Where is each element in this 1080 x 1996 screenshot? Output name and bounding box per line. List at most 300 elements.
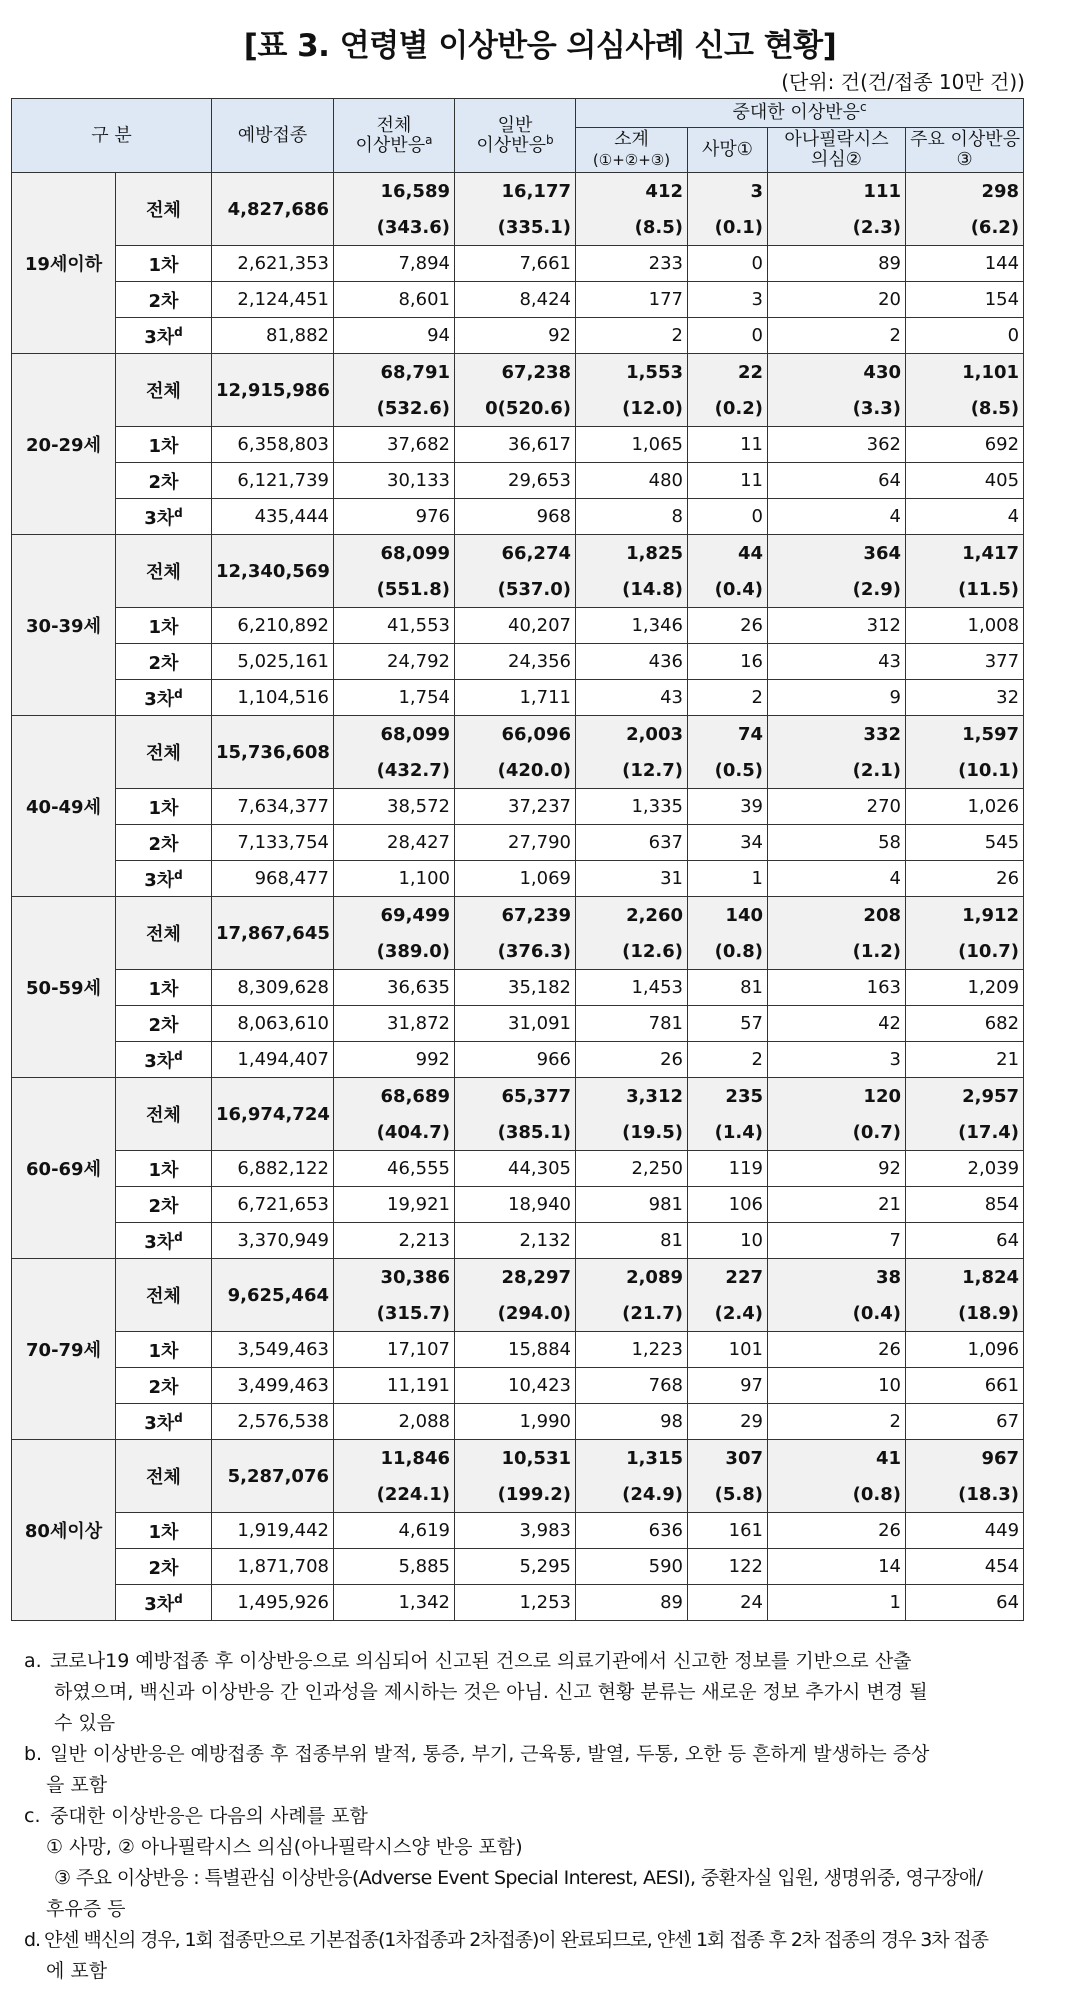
dose-label: 2차 [116,825,212,861]
gen-count: 37,237 [455,789,576,825]
total-ae-count: 30,386 [334,1259,455,1296]
major-count: 154 [906,282,1024,318]
table-row-dose [12,680,1024,716]
gen-count: 10,423 [455,1368,576,1404]
ae-count: 1,342 [334,1585,455,1621]
total-major-count: 298 [906,173,1024,210]
footnote-d-line2: 에 포함 [46,1960,108,1982]
total-death-count: 3 [688,173,768,210]
sub-count: 436 [576,644,688,680]
ae-count: 28,427 [334,825,455,861]
dose-label-total: 전체 [116,173,212,246]
total-gen-rate: (335.1) [455,209,576,246]
footnote-d: d. 얀센 백신의 경우, 1회 접종만으로 기본접종(1차접종과 2차접종)이 완료되므로, 얀센 1회 접종 후 2차 접종의 경우 3차 접종 [24,1929,988,1951]
total-ana-rate: (2.1) [768,752,906,789]
vaccination-count: 5,025,161 [212,644,334,680]
dose-label-total: 전체 [116,716,212,789]
total-ae-rate: (532.6) [334,390,455,427]
total-ana-rate: (1.2) [768,933,906,970]
death-count: 3 [688,282,768,318]
gen-count: 31,091 [455,1006,576,1042]
total-major-rate: (10.1) [906,752,1024,789]
unit-label: (단위: 건(건/접종 10만 건)) [781,70,1025,94]
footnote-c: c. 중대한 이상반응은 다음의 사례를 포함 [24,1805,368,1827]
ana-count: 7 [768,1223,906,1259]
total-major-rate: (18.9) [906,1295,1024,1332]
table-row-total [12,897,1024,934]
vaccination-count: 4,827,686 [212,173,334,246]
ae-count: 36,635 [334,970,455,1006]
ana-count: 42 [768,1006,906,1042]
ae-count: 17,107 [334,1332,455,1368]
total-death-count: 74 [688,716,768,753]
ae-count: 37,682 [334,427,455,463]
vaccination-count: 8,309,628 [212,970,334,1006]
ana-count: 58 [768,825,906,861]
table-row-total [12,173,1024,210]
sub-count: 2 [576,318,688,354]
ae-count: 31,872 [334,1006,455,1042]
total-death-rate: (0.4) [688,571,768,608]
sub-count: 1,223 [576,1332,688,1368]
dose-label: 2차 [116,1006,212,1042]
ae-count: 2,088 [334,1404,455,1440]
dose-label: 1차 [116,427,212,463]
gen-count: 1,990 [455,1404,576,1440]
total-ana-count: 120 [768,1078,906,1115]
sub-count: 768 [576,1368,688,1404]
total-gen-count: 67,239 [455,897,576,934]
sub-count: 43 [576,680,688,716]
table-row-total [12,354,1024,391]
vaccination-count: 81,882 [212,318,334,354]
ana-count: 26 [768,1513,906,1549]
total-gen-rate: (294.0) [455,1295,576,1332]
gen-count: 18,940 [455,1187,576,1223]
dose-label: 1차 [116,246,212,282]
dose-label: 2차 [116,1368,212,1404]
total-ae-count: 68,689 [334,1078,455,1115]
ae-count: 19,921 [334,1187,455,1223]
table-row-dose [12,1187,1024,1223]
table-row-dose [12,1549,1024,1585]
gen-count: 1,069 [455,861,576,897]
dose-label: 3차$^d$ [116,1585,212,1621]
total-ana-rate: (0.8) [768,1476,906,1513]
total-major-count: 1,417 [906,535,1024,572]
dose-label: 1차 [116,1332,212,1368]
ana-count: 362 [768,427,906,463]
major-count: 682 [906,1006,1024,1042]
vaccination-count: 2,124,451 [212,282,334,318]
vaccination-count: 7,634,377 [212,789,334,825]
table-row-dose [12,1404,1024,1440]
major-count: 0 [906,318,1024,354]
total-death-count: 22 [688,354,768,391]
vaccination-count: 8,063,610 [212,1006,334,1042]
ae-count: 46,555 [334,1151,455,1187]
ae-count: 30,133 [334,463,455,499]
table-row-total [12,716,1024,753]
ae-count: 24,792 [334,644,455,680]
gen-count: 1,253 [455,1585,576,1621]
table-row-dose [12,789,1024,825]
total-gen-rate: 0(520.6) [455,390,576,427]
major-count: 545 [906,825,1024,861]
ae-count: 94 [334,318,455,354]
death-count: 10 [688,1223,768,1259]
death-count: 24 [688,1585,768,1621]
major-count: 1,096 [906,1332,1024,1368]
ae-count: 41,553 [334,608,455,644]
dose-label: 3차$^d$ [116,1404,212,1440]
ae-count: 1,100 [334,861,455,897]
dose-label: 3차$^d$ [116,1042,212,1078]
major-count: 405 [906,463,1024,499]
ana-count: 20 [768,282,906,318]
total-ana-rate: (0.7) [768,1114,906,1151]
gen-count: 24,356 [455,644,576,680]
footnote-a-line2: 하였으며, 백신과 이상반응 간 인과성을 제시하는 것은 아님. 신고 현황 분류는 새로운 정보 추가시 변경 될 [54,1681,928,1703]
death-count: 0 [688,318,768,354]
dose-label: 1차 [116,1151,212,1187]
header-anaphylaxis: 아나필락시스 의심② [768,128,906,173]
gen-count: 3,983 [455,1513,576,1549]
age-group-label: 70-79세 [12,1259,116,1440]
total-major-rate: (6.2) [906,209,1024,246]
death-count: 0 [688,499,768,535]
total-ae-rate: (551.8) [334,571,455,608]
sub-count: 98 [576,1404,688,1440]
total-ana-rate: (0.4) [768,1295,906,1332]
death-count: 97 [688,1368,768,1404]
dose-label-total: 전체 [116,354,212,427]
death-count: 0 [688,246,768,282]
major-count: 144 [906,246,1024,282]
total-sub-rate: (8.5) [576,209,688,246]
total-ae-count: 69,499 [334,897,455,934]
major-count: 454 [906,1549,1024,1585]
death-count: 2 [688,1042,768,1078]
table-row-dose [12,246,1024,282]
total-death-rate: (0.1) [688,209,768,246]
total-death-rate: (0.5) [688,752,768,789]
dose-label-total: 전체 [116,1259,212,1332]
dose-label: 1차 [116,1513,212,1549]
total-death-rate: (0.8) [688,933,768,970]
sub-count: 590 [576,1549,688,1585]
ana-count: 4 [768,861,906,897]
sub-count: 1,335 [576,789,688,825]
vaccination-count: 12,340,569 [212,535,334,608]
dose-label: 3차$^d$ [116,318,212,354]
total-sub-rate: (21.7) [576,1295,688,1332]
total-sub-count: 1,825 [576,535,688,572]
footnote-c-line4: 후유증 등 [46,1898,126,1920]
total-gen-count: 66,096 [455,716,576,753]
total-major-count: 1,101 [906,354,1024,391]
total-ana-rate: (3.3) [768,390,906,427]
ana-count: 92 [768,1151,906,1187]
vaccination-count: 6,882,122 [212,1151,334,1187]
sub-count: 480 [576,463,688,499]
dose-label: 2차 [116,282,212,318]
table-row-dose [12,644,1024,680]
ana-count: 43 [768,644,906,680]
dose-label: 3차$^d$ [116,1223,212,1259]
ana-count: 64 [768,463,906,499]
age-group-label: 30-39세 [12,535,116,716]
dose-label: 2차 [116,1549,212,1585]
table-row-dose [12,1585,1024,1621]
vaccination-count: 2,576,538 [212,1404,334,1440]
ae-count: 7,894 [334,246,455,282]
total-ae-count: 68,099 [334,535,455,572]
dose-label-total: 전체 [116,1440,212,1513]
total-sub-count: 2,260 [576,897,688,934]
total-ana-count: 38 [768,1259,906,1296]
sub-count: 177 [576,282,688,318]
total-gen-count: 65,377 [455,1078,576,1115]
table-row-total [12,1440,1024,1477]
total-sub-count: 2,089 [576,1259,688,1296]
death-count: 29 [688,1404,768,1440]
gen-count: 44,305 [455,1151,576,1187]
total-death-count: 307 [688,1440,768,1477]
total-ae-rate: (404.7) [334,1114,455,1151]
total-sub-count: 3,312 [576,1078,688,1115]
vaccination-count: 1,919,442 [212,1513,334,1549]
major-count: 1,026 [906,789,1024,825]
ae-count: 4,619 [334,1513,455,1549]
header-total-ae: 전체 이상반응$^a$ [334,99,455,173]
header-subtotal: 소계 (①+②+③) [576,128,688,173]
total-ae-count: 68,791 [334,354,455,391]
vaccination-count: 6,121,739 [212,463,334,499]
age-group-label: 80세이상 [12,1440,116,1621]
ana-count: 163 [768,970,906,1006]
ana-count: 10 [768,1368,906,1404]
table-row-dose [12,1151,1024,1187]
death-count: 11 [688,463,768,499]
sub-count: 636 [576,1513,688,1549]
sub-count: 81 [576,1223,688,1259]
gen-count: 15,884 [455,1332,576,1368]
death-count: 11 [688,427,768,463]
ana-count: 14 [768,1549,906,1585]
total-major-rate: (10.7) [906,933,1024,970]
major-count: 67 [906,1404,1024,1440]
table-row-dose [12,608,1024,644]
ae-count: 11,191 [334,1368,455,1404]
total-death-count: 44 [688,535,768,572]
gen-count: 968 [455,499,576,535]
total-death-count: 140 [688,897,768,934]
total-sub-count: 1,315 [576,1440,688,1477]
dose-label: 1차 [116,789,212,825]
header-major-ae: 주요 이상반응 ③ [906,128,1024,173]
vaccination-count: 15,736,608 [212,716,334,789]
total-ana-count: 111 [768,173,906,210]
death-count: 1 [688,861,768,897]
death-count: 57 [688,1006,768,1042]
footnote-c-line2: ① 사망, ② 아나필락시스 의심(아나필락시스양 반응 포함) [46,1836,523,1858]
vaccination-count: 12,915,986 [212,354,334,427]
ana-count: 1 [768,1585,906,1621]
ae-count: 1,754 [334,680,455,716]
age-adverse-event-table [11,98,1024,1621]
header-category: 구 분 [12,99,212,173]
major-count: 21 [906,1042,1024,1078]
table-row-dose [12,1513,1024,1549]
sub-count: 2,250 [576,1151,688,1187]
vaccination-count: 1,871,708 [212,1549,334,1585]
death-count: 119 [688,1151,768,1187]
age-group-label: 60-69세 [12,1078,116,1259]
table-row-total [12,1078,1024,1115]
gen-count: 35,182 [455,970,576,1006]
total-gen-rate: (199.2) [455,1476,576,1513]
dose-label: 1차 [116,970,212,1006]
total-sub-rate: (12.6) [576,933,688,970]
sub-count: 781 [576,1006,688,1042]
total-ana-count: 364 [768,535,906,572]
total-gen-rate: (537.0) [455,571,576,608]
page-title: [표 3. 연령별 이상반응 의심사례 신고 현황] [243,28,837,64]
major-count: 1,008 [906,608,1024,644]
gen-count: 1,711 [455,680,576,716]
death-count: 106 [688,1187,768,1223]
major-count: 32 [906,680,1024,716]
total-gen-rate: (420.0) [455,752,576,789]
sub-count: 1,065 [576,427,688,463]
sub-count: 31 [576,861,688,897]
major-count: 1,209 [906,970,1024,1006]
gen-count: 2,132 [455,1223,576,1259]
vaccination-count: 3,549,463 [212,1332,334,1368]
age-group-label: 19세이하 [12,173,116,354]
total-sub-rate: (12.0) [576,390,688,427]
major-count: 377 [906,644,1024,680]
total-ana-count: 41 [768,1440,906,1477]
gen-count: 8,424 [455,282,576,318]
total-death-count: 235 [688,1078,768,1115]
total-major-count: 1,824 [906,1259,1024,1296]
table-row-total [12,535,1024,572]
ae-count: 5,885 [334,1549,455,1585]
total-major-rate: (11.5) [906,571,1024,608]
vaccination-count: 1,494,407 [212,1042,334,1078]
vaccination-count: 6,721,653 [212,1187,334,1223]
ae-count: 2,213 [334,1223,455,1259]
total-sub-rate: (24.9) [576,1476,688,1513]
total-sub-rate: (19.5) [576,1114,688,1151]
ana-count: 21 [768,1187,906,1223]
total-death-rate: (1.4) [688,1114,768,1151]
death-count: 2 [688,680,768,716]
vaccination-count: 17,867,645 [212,897,334,970]
major-count: 4 [906,499,1024,535]
header-serious-ae: 중대한 이상반응$^c$ [576,99,1024,128]
footnote-b: b. 일반 이상반응은 예방접종 후 접종부위 발적, 통증, 부기, 근육통, 발열, 두통, 오한 등 흔하게 발생하는 증상 [24,1743,930,1765]
total-ana-rate: (2.3) [768,209,906,246]
vaccination-count: 16,974,724 [212,1078,334,1151]
ana-count: 2 [768,318,906,354]
ana-count: 3 [768,1042,906,1078]
major-count: 26 [906,861,1024,897]
total-major-rate: (18.3) [906,1476,1024,1513]
total-ae-count: 11,846 [334,1440,455,1477]
age-group-label: 40-49세 [12,716,116,897]
gen-count: 966 [455,1042,576,1078]
death-count: 39 [688,789,768,825]
vaccination-count: 1,495,926 [212,1585,334,1621]
sub-count: 1,346 [576,608,688,644]
total-sub-rate: (12.7) [576,752,688,789]
total-death-rate: (0.2) [688,390,768,427]
major-count: 64 [906,1223,1024,1259]
ae-count: 992 [334,1042,455,1078]
total-gen-count: 28,297 [455,1259,576,1296]
ae-count: 8,601 [334,282,455,318]
total-gen-rate: (376.3) [455,933,576,970]
total-death-rate: (5.8) [688,1476,768,1513]
sub-count: 89 [576,1585,688,1621]
table-row-dose [12,463,1024,499]
ana-count: 9 [768,680,906,716]
total-major-rate: (8.5) [906,390,1024,427]
total-gen-count: 67,238 [455,354,576,391]
table-row-dose [12,282,1024,318]
table-row-dose [12,861,1024,897]
dose-label-total: 전체 [116,1078,212,1151]
vaccination-count: 435,444 [212,499,334,535]
table-row-dose [12,1223,1024,1259]
major-count: 692 [906,427,1024,463]
total-gen-count: 10,531 [455,1440,576,1477]
gen-count: 29,653 [455,463,576,499]
sub-count: 1,453 [576,970,688,1006]
major-count: 64 [906,1585,1024,1621]
total-death-rate: (2.4) [688,1295,768,1332]
sub-count: 637 [576,825,688,861]
header-general-ae: 일반 이상반응$^b$ [455,99,576,173]
total-major-count: 1,597 [906,716,1024,753]
ana-count: 312 [768,608,906,644]
sub-count: 981 [576,1187,688,1223]
footnote-b-line2: 을 포함 [46,1774,108,1796]
ae-count: 976 [334,499,455,535]
vaccination-count: 3,499,463 [212,1368,334,1404]
total-gen-count: 66,274 [455,535,576,572]
gen-count: 5,295 [455,1549,576,1585]
total-ae-rate: (224.1) [334,1476,455,1513]
ana-count: 4 [768,499,906,535]
header-death: 사망① [688,128,768,173]
death-count: 34 [688,825,768,861]
dose-label-total: 전체 [116,897,212,970]
sub-count: 26 [576,1042,688,1078]
age-group-label: 20-29세 [12,354,116,535]
death-count: 101 [688,1332,768,1368]
vaccination-count: 6,358,803 [212,427,334,463]
major-count: 2,039 [906,1151,1024,1187]
total-death-count: 227 [688,1259,768,1296]
table-row-dose [12,1332,1024,1368]
table-row-dose [12,825,1024,861]
vaccination-count: 6,210,892 [212,608,334,644]
table-row-dose [12,499,1024,535]
